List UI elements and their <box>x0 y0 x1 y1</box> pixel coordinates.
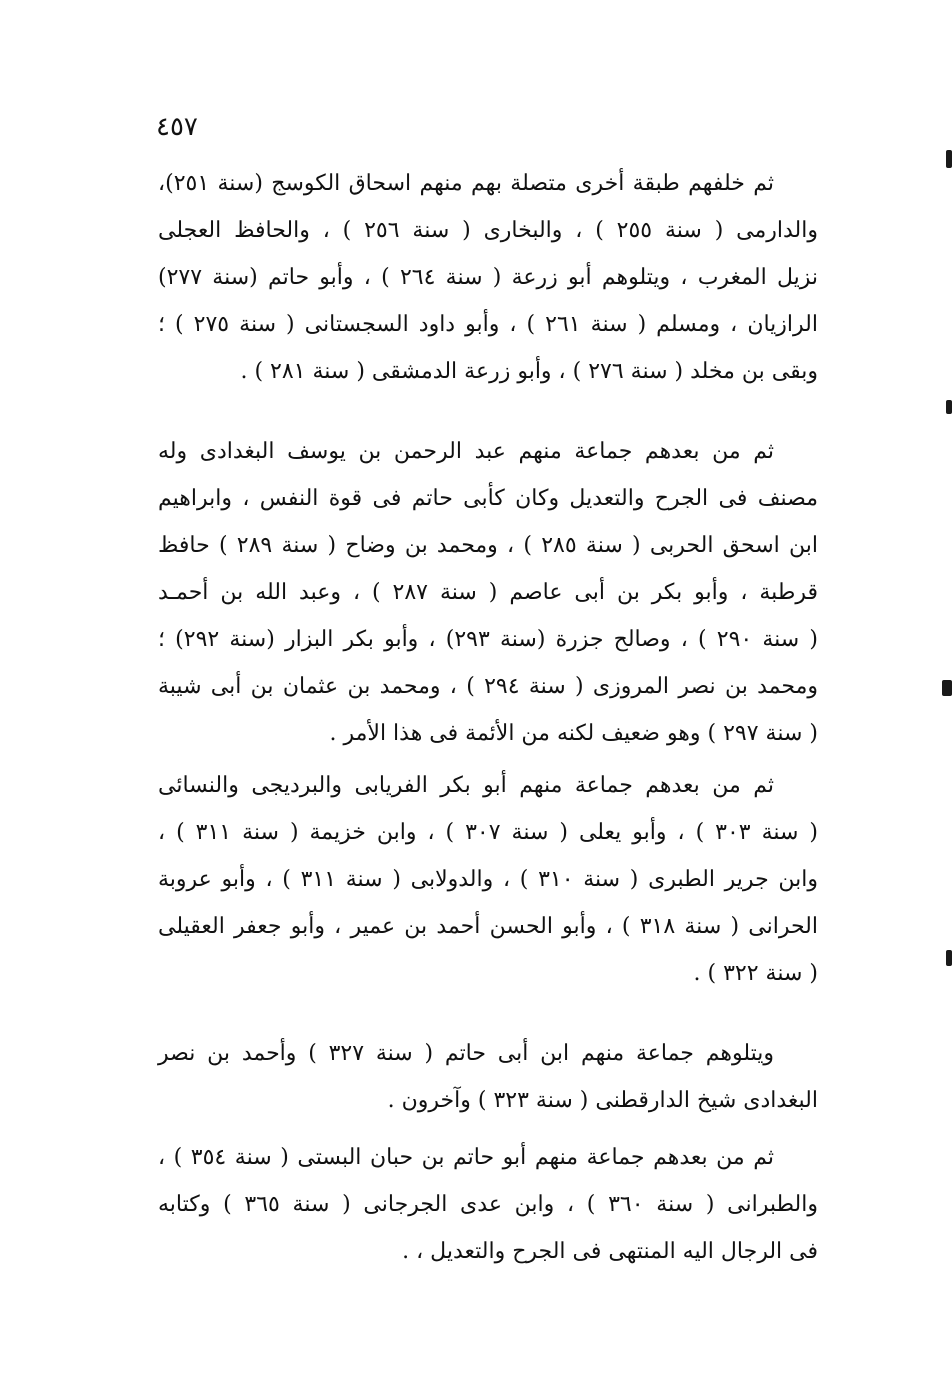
text-line: نزيل المغرب ، ويتلوهم أبو زرعة ( سنة ٢٦٤ ) ، وأبو حاتم (سنة ٢٧٧) <box>158 265 819 290</box>
text-line: والطبرانى ( سنة ٣٦٠ ) ، وابن عدى الجرجانى ( سنة ٣٦٥ ) وكتابه <box>158 1192 818 1217</box>
text-line: ومحمد بن نصر المروزى ( سنة ٢٩٤ ) ، ومحمد بن عثمان بن أبى شيبة <box>158 674 818 699</box>
paragraph-1 <box>158 160 818 395</box>
text-line: فى الرجال اليه المنتهى فى الجرح والتعديل ، . <box>402 1239 818 1264</box>
text-line: ويتلوهم جماعة منهم ابن أبى حاتم ( سنة ٣٢٧ ) وأحمد بن نصر <box>158 1041 774 1066</box>
text-line: قرطبة ، وأبو بكر بن أبى عاصم ( سنة ٢٨٧ ) ، وعبد الله بن أحمـد <box>158 580 818 605</box>
text-line: ( سنة ٢٩٧ ) وهو ضعيف لكنه من الأئمة فى هذا الأمر . <box>329 721 818 746</box>
text-line: ثم خلفهم طبقة أخرى متصلة بهم منهم اسحاق الكوسج (سنة ٢٥١)، <box>158 171 774 196</box>
page-number: ٤٥٧ <box>156 112 198 142</box>
text-line: والدارمى ( سنة ٢٥٥ ) ، والبخارى ( سنة ٢٥٦ ) ، والحافظ العجلى <box>158 218 818 243</box>
binding-mark <box>942 680 952 696</box>
text-line: ( سنة ٣٢٢ ) . <box>693 961 818 986</box>
text-line: ( سنة ٢٩٠ ) ، وصالح جزرة (سنة ٢٩٣) ، وأبو بكر البزار (سنة ٢٩٢) ؛ <box>158 627 818 652</box>
text-line: مصنف فى الجرح والتعديل وكان كأبى حاتم فى قوة النفس ، وابراهيم <box>158 486 818 511</box>
binding-mark <box>946 950 952 966</box>
text-line: ثم من بعدهم جماعة منهم أبو حاتم بن حبان البستى ( سنة ٣٥٤ ) ، <box>158 1145 775 1170</box>
text-line: ثم من بعدهم جماعة منهم عبد الرحمن بن يوسف البغدادى وله <box>158 439 774 464</box>
text-line: ثم من بعدهم جماعة منهم أبو بكر الفريابى والبرديجى والنسائى <box>158 773 774 798</box>
text-line: ( سنة ٣٠٣ ) ، وأبو يعلى ( سنة ٣٠٧ ) ، وابن خزيمة ( سنة ٣١١ ) ، <box>158 820 819 845</box>
text-line: الحرانى ( سنة ٣١٨ ) ، وأبو الحسن أحمد بن عمير ، وأبو جعفر العقيلى <box>158 914 818 939</box>
paragraph-5 <box>158 1134 818 1275</box>
text-line: الرازيان ، ومسلم ( سنة ٢٦١ ) ، وأبو داود السجستانى ( سنة ٢٧٥ ) ؛ <box>158 312 818 337</box>
text-line: وبقى بن مخلد ( سنة ٢٧٦ ) ، وأبو زرعة الدمشقى ( سنة ٢٨١ ) . <box>240 359 818 384</box>
text-line: ابن اسحق الحربى ( سنة ٢٨٥ ) ، ومحمد بن وضاح ( سنة ٢٨٩ ) حافظ <box>158 533 818 558</box>
binding-mark <box>946 150 952 168</box>
text-line: وابن جرير الطبرى ( سنة ٣١٠ ) ، والدولابى ( سنة ٣١١ ) ، وأبو عروبة <box>158 867 818 892</box>
text-line: البغدادى شيخ الدارقطنى ( سنة ٣٢٣ ) وآخرون . <box>387 1088 818 1113</box>
binding-mark <box>946 400 952 414</box>
paragraph-2 <box>158 428 818 757</box>
paragraph-4 <box>158 1030 818 1124</box>
paragraph-3 <box>158 762 818 997</box>
